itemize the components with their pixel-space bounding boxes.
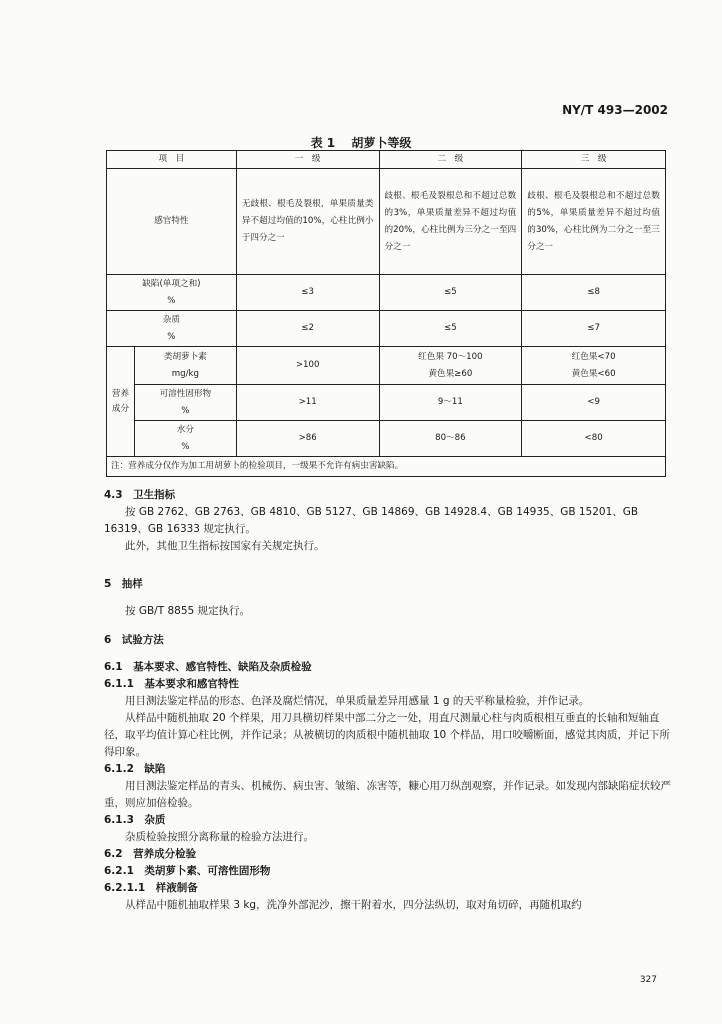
- paragraph: 杂质检验按照分离称量的检验方法进行。: [125, 831, 314, 843]
- defect-unit: %: [167, 295, 176, 306]
- heading-6: 6 试验方法: [104, 634, 164, 646]
- carotene-g2-red: 红色果 70～100: [418, 351, 483, 362]
- cell-impurity-g1: ≤2: [236, 311, 379, 347]
- paragraph: 此外，其他卫生指标按国家有关规定执行。: [125, 540, 325, 552]
- table-label: 表 1: [310, 136, 336, 150]
- paragraph: 从样品中随机抽取样果 3 kg，洗净外部泥沙，擦干附着水，四分法纵切，取对角切碎，再随机取约: [125, 899, 582, 911]
- heading-6-1-1: 6.1.1 基本要求和感官特性: [104, 678, 239, 690]
- cell-defect-g1: ≤3: [236, 275, 379, 311]
- table-note-row: [107, 457, 666, 477]
- cell-solids-g2: 9～11: [379, 385, 522, 421]
- cell-carotene-g1: >100: [236, 347, 379, 385]
- carotene-label: 类胡萝卜素: [163, 351, 207, 362]
- heading-6-2: 6.2 营养成分检验: [104, 848, 197, 860]
- table-row: [107, 421, 666, 457]
- row-label-impurity: [107, 311, 237, 347]
- table-title: [0, 134, 722, 151]
- col-header-item: 项 目: [107, 151, 237, 169]
- impurity-unit: %: [167, 331, 176, 342]
- cell-water-g1: >86: [236, 421, 379, 457]
- table-header-row: [107, 151, 666, 169]
- carrot-grade-table: [106, 150, 666, 477]
- row-label-carotene: [134, 347, 236, 385]
- paragraph: 按 GB/T 8855 规定执行。: [125, 605, 251, 617]
- table-row: [107, 169, 666, 275]
- cell-sensory-g3: 歧根、根毛及裂根总和不超过总数的5%，单果质量差异不超过均值的30%，心柱比例为二分之一至三分之一: [522, 169, 666, 275]
- heading-5: 5 抽样: [104, 578, 143, 590]
- heading-4-3: 4.3 卫生指标: [104, 489, 176, 501]
- paragraph: 按 GB 2762、GB 2763、GB 4810、GB 5127、GB 14869、GB 14928.4、GB 14935、GB 15201、GB 16319、GB 16333 规定执行。: [104, 506, 639, 535]
- body-section: [104, 487, 672, 555]
- paragraph: 用目测法鉴定样品的青头、机械伤、病虫害、皱缩、冻害等，糠心用刀纵剖观察，并作记录。如发现内部缺陷症状较严重，则应加倍检验。: [104, 780, 671, 809]
- paragraph: 从样品中随机抽取 20 个样果，用刀具横切样果中部二分之一处，用直尺测量心柱与肉质根相互垂直的长轴和短轴直径，取平均值计算心柱比例，并作记录；从被横切的肉质根中随机抽取 10 个样品，用口咬嚼断面，感觉其肉质，并记下所得印象。: [104, 712, 671, 758]
- defect-label: 缺陷(单项之和): [142, 278, 201, 289]
- heading-6-2-1-1: 6.2.1.1 样液制备: [104, 882, 198, 894]
- heading-6-1: 6.1 基本要求、感官特性、缺陷及杂质检验: [104, 661, 312, 673]
- cell-solids-g3: <9: [522, 385, 666, 421]
- col-header-grade3: 三 级: [522, 151, 666, 169]
- cell-water-g2: 80～86: [379, 421, 522, 457]
- cell-sensory-g2: 歧根、根毛及裂根总和不超过总数的3%，单果质量差异不超过均值的20%，心柱比例为三分之一至四分之一: [379, 169, 522, 275]
- cell-carotene-g2: [379, 347, 522, 385]
- water-unit: %: [181, 441, 190, 452]
- paragraph: 用目测法鉴定样品的形态、色泽及腐烂情况，单果质量差异用感量 1 g 的天平称量检验，并作记录。: [125, 695, 590, 707]
- carotene-unit: mg/kg: [171, 368, 199, 379]
- table-row: [107, 311, 666, 347]
- cell-impurity-g2: ≤5: [379, 311, 522, 347]
- row-group-nutrition: 营养成分: [107, 347, 135, 457]
- solids-label: 可溶性固形物: [159, 388, 212, 399]
- carotene-g3-red: 红色果<70: [571, 351, 616, 362]
- cell-defect-g3: ≤8: [522, 275, 666, 311]
- cell-carotene-g3: [522, 347, 666, 385]
- table-row: [107, 347, 666, 385]
- row-label-solids: [134, 385, 236, 421]
- solids-unit: %: [181, 405, 190, 416]
- heading-6-1-3: 6.1.3 杂质: [104, 814, 166, 826]
- row-label-water: [134, 421, 236, 457]
- carotene-g2-yellow: 黄色果≥60: [428, 368, 473, 379]
- table-row: [107, 385, 666, 421]
- table-row: [107, 275, 666, 311]
- standard-code: NY/T 493—2002: [562, 103, 668, 117]
- cell-defect-g2: ≤5: [379, 275, 522, 311]
- carotene-g3-yellow: 黄色果<60: [571, 368, 616, 379]
- col-header-grade1: 一 级: [236, 151, 379, 169]
- heading-6-1-2: 6.1.2 缺陷: [104, 763, 166, 775]
- row-label-defect: [107, 275, 237, 311]
- col-header-grade2: 二 级: [379, 151, 522, 169]
- body-section: [104, 632, 672, 914]
- cell-water-g3: <80: [522, 421, 666, 457]
- table-title-text: 胡萝卜等级: [351, 136, 412, 150]
- table-note: 注：营养成分仅作为加工用胡萝卜的检验项目，一级果不允许有病虫害缺陷。: [107, 457, 666, 477]
- water-label: 水分: [176, 424, 194, 435]
- page-number: 327: [639, 975, 657, 985]
- impurity-label: 杂质: [162, 314, 180, 325]
- cell-solids-g1: >11: [236, 385, 379, 421]
- cell-impurity-g3: ≤7: [522, 311, 666, 347]
- heading-6-2-1: 6.2.1 类胡萝卜素、可溶性固形物: [104, 865, 271, 877]
- body-section: [104, 576, 672, 620]
- row-label-sensory: 感官特性: [107, 169, 237, 275]
- cell-sensory-g1: 无歧根、根毛及裂根，单果质量类异不超过均值的10%，心柱比例小于四分之一: [236, 169, 379, 275]
